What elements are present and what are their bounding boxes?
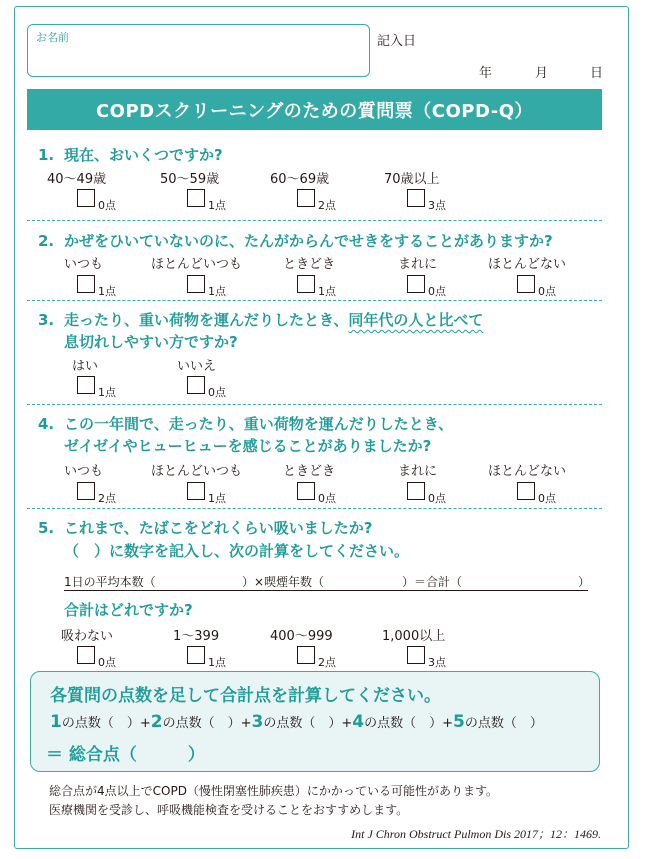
q2-points: 1点	[98, 285, 116, 298]
score-3-number: 3	[251, 712, 264, 732]
question-3	[38, 309, 483, 330]
summary-title: 各質問の点数を足して合計点を計算してください。	[50, 686, 441, 706]
q1-checkbox[interactable]	[77, 189, 95, 207]
q4-checkbox[interactable]	[517, 482, 535, 500]
q5-option-label: 400～999	[270, 629, 333, 644]
question-2-text: かぜをひいていないのに、たんがからんでせきをすることがありますか?	[64, 232, 553, 250]
citation: Int J Chron Obstruct Pulmon Dis 2017；12：1469.	[351, 827, 601, 841]
q2-points: 1点	[318, 285, 336, 298]
q2-points: 0点	[538, 285, 556, 298]
score-2-field: の点数（ ）+	[162, 716, 252, 731]
question-2	[38, 230, 553, 251]
note-line-2: 医療機関を受診し、呼吸機能検査を受けることをおすすめします。	[49, 803, 409, 817]
q4-option-label: ほとんどいつも	[151, 464, 243, 479]
score-3-field: の点数（ ）+	[263, 716, 353, 731]
section-divider	[27, 508, 602, 509]
q4-option-label: ときどき	[283, 464, 336, 479]
summary-formula	[50, 712, 543, 732]
name-label: お名前	[36, 31, 69, 44]
total-score: ＝ 総合点（ ）	[46, 745, 205, 765]
q3-points: 1点	[98, 386, 116, 399]
q5-option-label: 1～399	[173, 629, 220, 644]
q4-checkbox[interactable]	[297, 482, 315, 500]
calc-total-label: ）＝合計（	[402, 575, 463, 589]
section-divider	[27, 220, 602, 221]
calc-years-label: ）×喫煙年数（	[242, 575, 325, 589]
question-1-text: 現在、おいくつですか?	[64, 146, 223, 164]
q2-points: 0点	[428, 285, 446, 298]
q5-option-label: 1,000以上	[382, 629, 446, 644]
q5-points: 2点	[318, 656, 336, 669]
question-5-text: これまで、たばこをどれくらい吸いましたか?	[64, 519, 373, 537]
q4-option-label: まれに	[398, 464, 438, 479]
q2-checkbox[interactable]	[187, 275, 205, 293]
score-2-number: 2	[150, 712, 163, 732]
q5-checkbox[interactable]	[77, 646, 95, 664]
q5-checkbox[interactable]	[297, 646, 315, 664]
q1-checkbox[interactable]	[297, 189, 315, 207]
q3-checkbox[interactable]	[77, 376, 95, 394]
q2-checkbox[interactable]	[297, 275, 315, 293]
q1-option-label: 60～69歳	[270, 172, 330, 187]
year-label: 年	[479, 66, 493, 81]
q3-checkbox[interactable]	[187, 376, 205, 394]
score-1-field: の点数（ ）+	[61, 716, 151, 731]
q3-points: 0点	[208, 386, 226, 399]
q1-points: 2点	[318, 199, 336, 212]
q1-option-label: 50～59歳	[160, 172, 220, 187]
score-4-number: 4	[352, 712, 365, 732]
question-4-number: 4.	[38, 415, 55, 433]
q1-checkbox[interactable]	[407, 189, 425, 207]
q2-checkbox[interactable]	[407, 275, 425, 293]
q4-checkbox[interactable]	[407, 482, 425, 500]
q2-option-label: ほとんどいつも	[151, 257, 243, 272]
score-5-field: の点数（ ）	[464, 716, 543, 731]
section-divider	[27, 404, 602, 405]
q4-option-label: いつも	[64, 464, 104, 479]
q4-points: 0点	[428, 492, 446, 505]
q5-points: 3点	[428, 656, 446, 669]
q2-option-label: ほとんどない	[488, 257, 567, 272]
q5-checkbox[interactable]	[407, 646, 425, 664]
question-5-line2: （ ）に数字を記入し、次の計算をしてください。	[64, 542, 410, 560]
q5-option-label: 吸わない	[61, 629, 114, 644]
page-title: COPDスクリーニングのための質問票（COPD-Q）	[27, 89, 602, 130]
q4-points: 2点	[98, 492, 116, 505]
score-5-number: 5	[453, 712, 465, 732]
question-5-subquestion: 合計はどれですか?	[64, 601, 193, 619]
q4-points: 0点	[318, 492, 336, 505]
month-label: 月	[535, 66, 549, 81]
q2-option-label: いつも	[64, 257, 104, 272]
q4-points: 1点	[208, 492, 226, 505]
question-3-line2: 息切れしやすい方ですか?	[64, 333, 238, 351]
q2-option-label: ときどき	[283, 257, 336, 272]
q2-points: 1点	[208, 285, 226, 298]
q5-checkbox[interactable]	[187, 646, 205, 664]
question-4-line2: ゼイゼイやヒューヒューを感じることがありましたか?	[64, 437, 432, 455]
calc-close-paren: ）	[578, 575, 591, 589]
question-4-text: この一年間で、走ったり、重い荷物を運んだりしたとき、	[64, 415, 454, 433]
question-1	[38, 144, 223, 165]
question-5-number: 5.	[38, 519, 55, 537]
question-3-emphasis: 同年代の人と比べて	[348, 311, 484, 329]
q1-checkbox[interactable]	[187, 189, 205, 207]
q5-points: 0点	[98, 656, 116, 669]
q4-points: 0点	[538, 492, 556, 505]
question-5	[38, 517, 372, 538]
q2-option-label: まれに	[398, 257, 438, 272]
calculation-rule	[64, 590, 588, 591]
question-3-text: 走ったり、重い荷物を運んだりしたとき、	[64, 311, 349, 329]
day-label: 日	[590, 66, 604, 81]
score-4-field: の点数（ ）+	[364, 716, 453, 731]
question-1-number: 1.	[38, 146, 55, 164]
q5-points: 1点	[208, 656, 226, 669]
q3-option-label: はい	[72, 359, 99, 374]
q1-points: 3点	[428, 199, 446, 212]
section-divider	[27, 300, 602, 301]
q1-option-label: 40～49歳	[47, 172, 107, 187]
name-field[interactable]	[27, 24, 370, 77]
q2-checkbox[interactable]	[77, 275, 95, 293]
question-4	[38, 413, 453, 434]
question-3-number: 3.	[38, 311, 55, 329]
q1-points: 1点	[208, 199, 226, 212]
note-line-1: 総合点が4点以上でCOPD（慢性閉塞性肺疾患）にかかっている可能性があります。	[49, 784, 498, 798]
q1-option-label: 70歳以上	[384, 172, 440, 187]
q4-checkbox[interactable]	[77, 482, 95, 500]
calc-daily-label: 1日の平均本数（	[64, 575, 156, 589]
q4-checkbox[interactable]	[187, 482, 205, 500]
q3-option-label: いいえ	[177, 359, 217, 374]
date-label: 記入日	[377, 34, 417, 49]
question-2-number: 2.	[38, 232, 55, 250]
q4-option-label: ほとんどない	[488, 464, 567, 479]
q1-points: 0点	[98, 199, 116, 212]
q2-checkbox[interactable]	[517, 275, 535, 293]
score-1-number: 1	[50, 712, 62, 732]
